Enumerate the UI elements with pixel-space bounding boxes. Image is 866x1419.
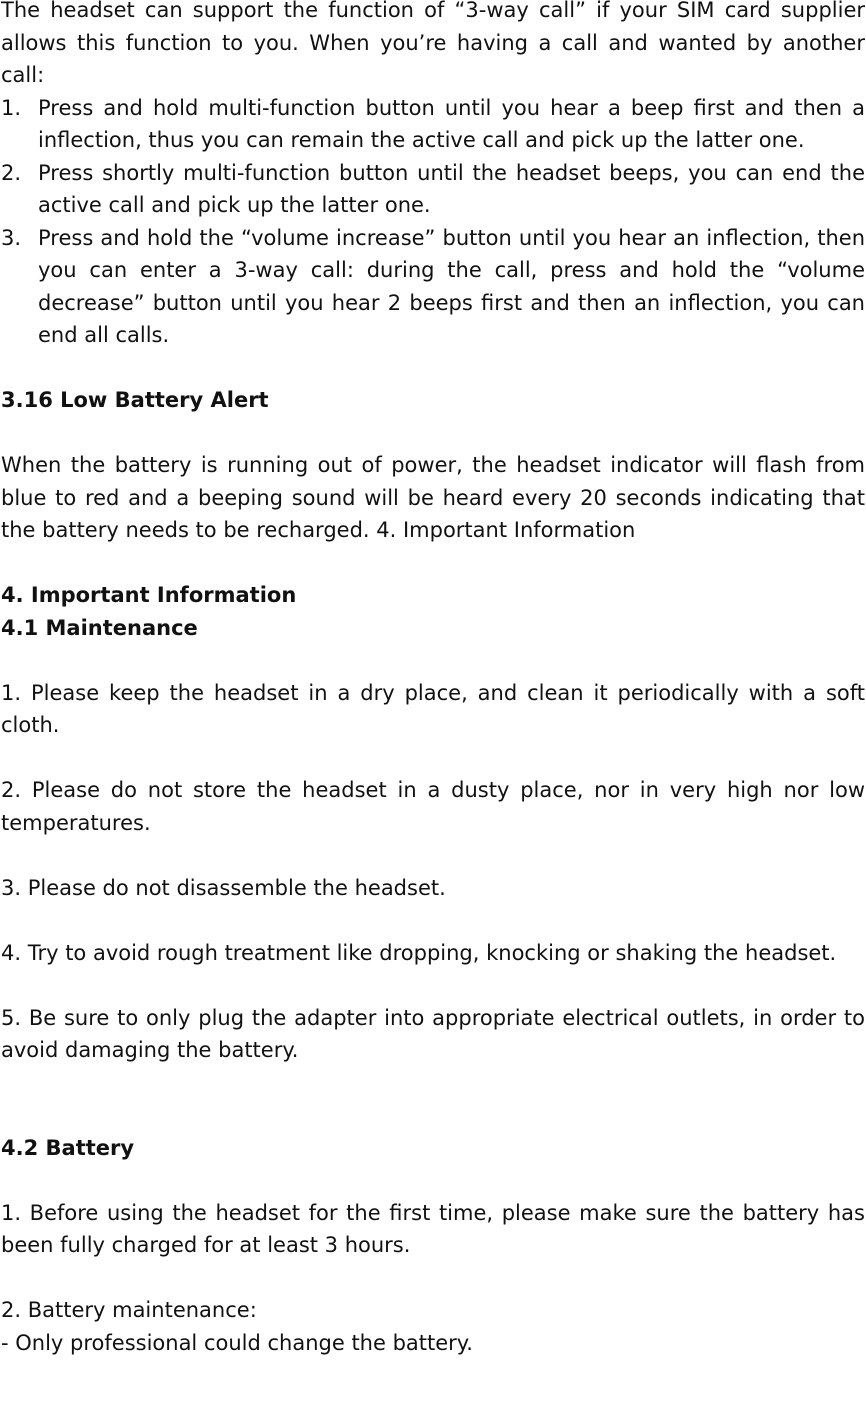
spacer (1, 547, 865, 580)
spacer (1, 742, 865, 775)
maintenance-item: 5. Be sure to only plug the adapter into appropriate electrical outlets, in order to avoid damaging the battery. (1, 1005, 865, 1062)
list-number: 3. (1, 225, 22, 250)
maintenance-item: 2. Please do not store the headset in a dusty place, nor in very high nor low temperatures. (1, 778, 865, 835)
battery-maintenance-line: - Only professional could change the battery. (1, 1330, 473, 1355)
spacer (1, 1262, 865, 1295)
section-heading-4-1: 4.1 Maintenance (1, 615, 198, 640)
spacer (1, 1164, 865, 1197)
spacer (1, 417, 865, 450)
section-heading-3-16: 3.16 Low Battery Alert (1, 388, 269, 412)
list-item (1, 222, 865, 352)
battery-item: 1. Before using the headset for the first time, please make sure the battery has been fully charged for at least 3 hours. (1, 1200, 865, 1257)
low-battery-paragraph: When the battery is running out of power, the headset indicator will flash from blue to red and a beeping sound will be heard every 20 seconds indicating that the battery needs to be recharged. 4. Important Information (1, 453, 865, 542)
spacer (1, 1067, 865, 1132)
list-item-text: Press shortly multi-function button until the headset beeps, you can end the active call and pick up the latter one. (38, 160, 865, 217)
section-heading-4-2: 4.2 Battery (1, 1135, 135, 1160)
spacer (1, 352, 865, 385)
list-number: 2. (1, 160, 22, 185)
three-way-call-intro: The headset can support the function of “3-way call” if your SIM card supplier allows this function to you. When you’re having a call and wanted by another call: (1, 0, 865, 87)
list-item-text: Press and hold multi-function button until you hear a beep first and then a inflection, thus you can remain the active call and pick up the latter one. (38, 95, 865, 152)
spacer (1, 904, 865, 937)
section-heading-4: 4. Important Information (1, 583, 297, 607)
spacer (1, 644, 865, 677)
list-item (1, 157, 865, 222)
battery-maintenance-title: 2. Battery maintenance: (1, 1298, 257, 1322)
list-item-text: Press and hold the “volume increase” button until you hear an inflection, then you can enter a 3-way call: during the call, press and hold the “volume decrease” button until you hear 2 beeps first and then an inflection, you can end all calls. (38, 225, 865, 347)
list-number: 1. (1, 95, 22, 120)
maintenance-item: 4. Try to avoid rough treatment like dropping, knocking or shaking the headset. (1, 940, 837, 965)
maintenance-item: 3. Please do not disassemble the headset. (1, 875, 446, 900)
document-page (1, 0, 865, 1359)
spacer (1, 839, 865, 872)
maintenance-item: 1. Please keep the headset in a dry place, and clean it periodically with a soft cloth. (1, 680, 865, 737)
three-way-call-steps (1, 92, 865, 352)
list-item (1, 92, 865, 157)
spacer (1, 969, 865, 1002)
